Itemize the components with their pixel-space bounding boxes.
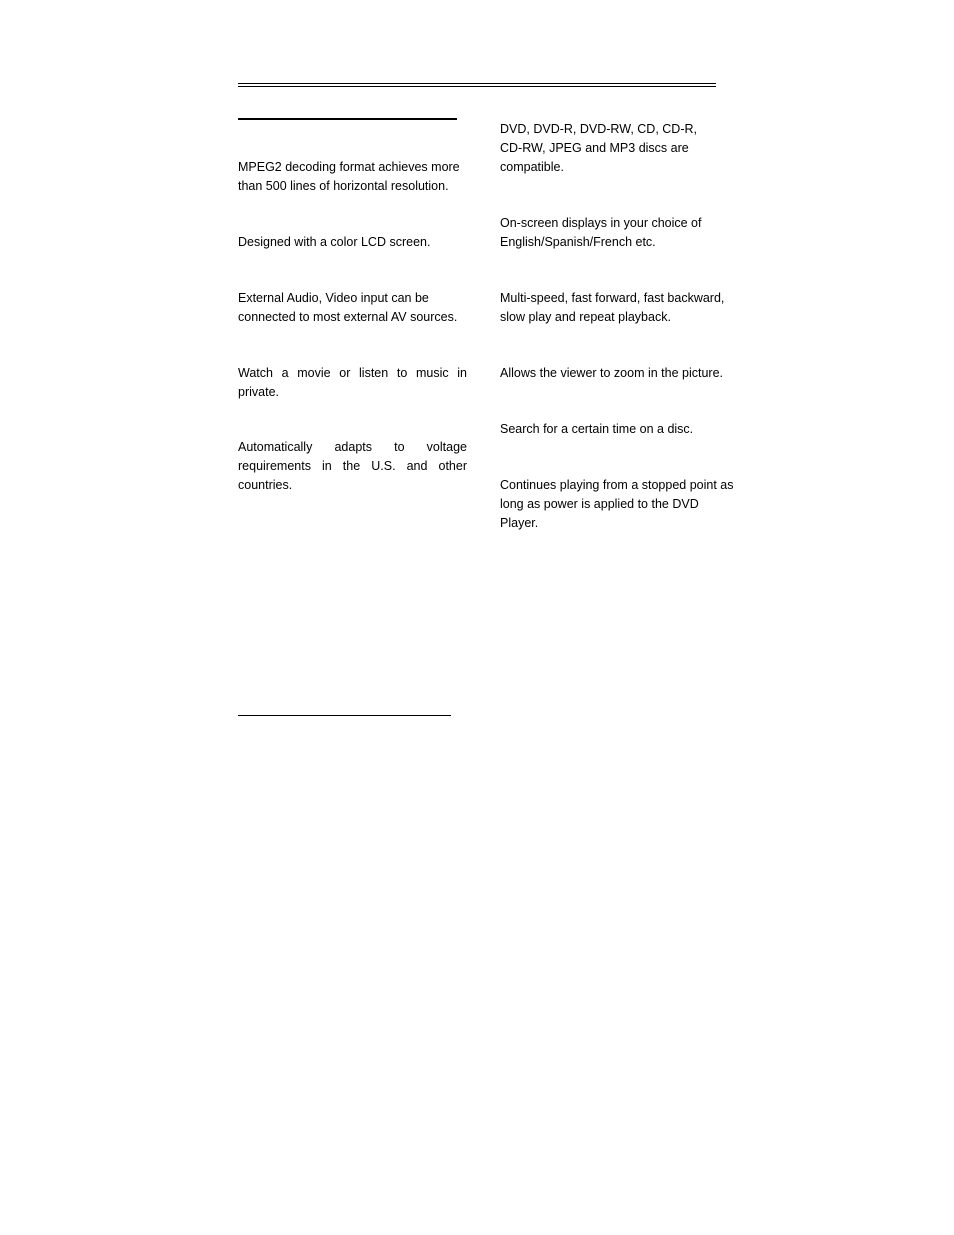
feature-mpeg2-decoding: MPEG2 decoding format achieves more than 500 lines of horizontal resolution. xyxy=(238,160,460,193)
feature-color-lcd: Designed with a color LCD screen. xyxy=(238,235,431,249)
feature-onscreen-languages: On-screen displays in your choice of English/Spanish/French etc. xyxy=(500,216,702,249)
feature-multispeed-playback: Multi-speed, fast forward, fast backward, slow play and repeat playback. xyxy=(500,291,725,324)
feature-time-search: Search for a certain time on a disc. xyxy=(500,422,694,436)
feature-voltage-adapt: Automatically adapts to voltage requirements in the U.S. and other countries. xyxy=(238,440,467,492)
feature-zoom: Allows the viewer to zoom in the picture. xyxy=(500,366,724,380)
section-heading-underline xyxy=(238,715,451,716)
header-rule-bottom xyxy=(238,86,716,87)
feature-external-av-input: External Audio, Video input can be connected to most external AV sources. xyxy=(238,291,458,324)
feature-private-listening: Watch a movie or listen to music in private. xyxy=(238,366,467,399)
feature-resume-playback: Continues playing from a stopped point as long as power is applied to the DVD Player. xyxy=(500,478,734,530)
features-heading-underline xyxy=(238,118,457,120)
header-rule-top xyxy=(238,83,716,84)
feature-disc-compatibility: DVD, DVD-R, DVD-RW, CD, CD-R, CD-RW, JPEG and MP3 discs are compatible. xyxy=(500,122,697,174)
